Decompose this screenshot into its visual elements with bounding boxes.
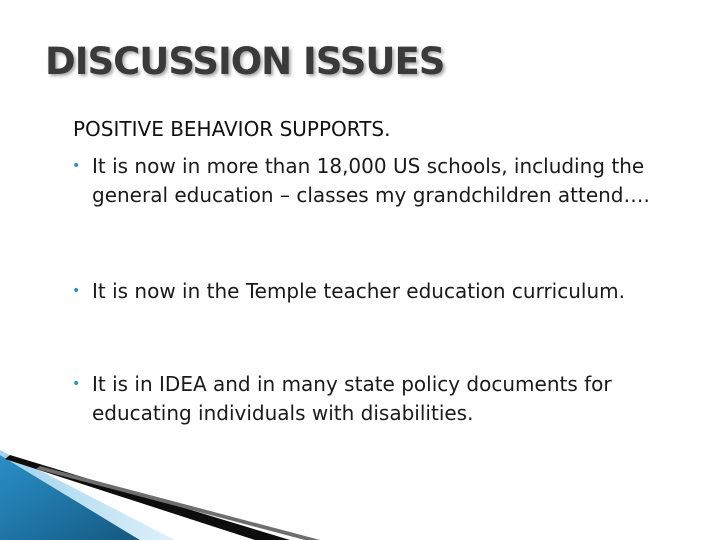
main-point bbox=[45, 117, 685, 141]
list-item bbox=[72, 152, 672, 210]
slide-title: DISCUSSION ISSUES bbox=[45, 40, 445, 83]
bullet-dot-icon: • bbox=[72, 283, 81, 299]
main-point-trailing: . bbox=[384, 117, 391, 141]
sub-point-text: It is now in more than 18,000 US schools, including the general education – classes my grandchildren attend…. bbox=[92, 154, 650, 207]
main-point-label: POSITIVE BEHAVIOR SUPPORTS bbox=[73, 117, 385, 141]
sub-point-text: It is now in the Temple teacher education curriculum. bbox=[92, 279, 625, 303]
bullet-dot-icon: • bbox=[72, 376, 81, 392]
list-item bbox=[72, 370, 672, 428]
list-item bbox=[72, 277, 672, 306]
sub-point-text: It is in IDEA and in many state policy documents for educating individuals with disabilities. bbox=[92, 372, 612, 425]
bullet-dot-icon: • bbox=[72, 158, 81, 174]
corner-decoration bbox=[0, 440, 320, 540]
